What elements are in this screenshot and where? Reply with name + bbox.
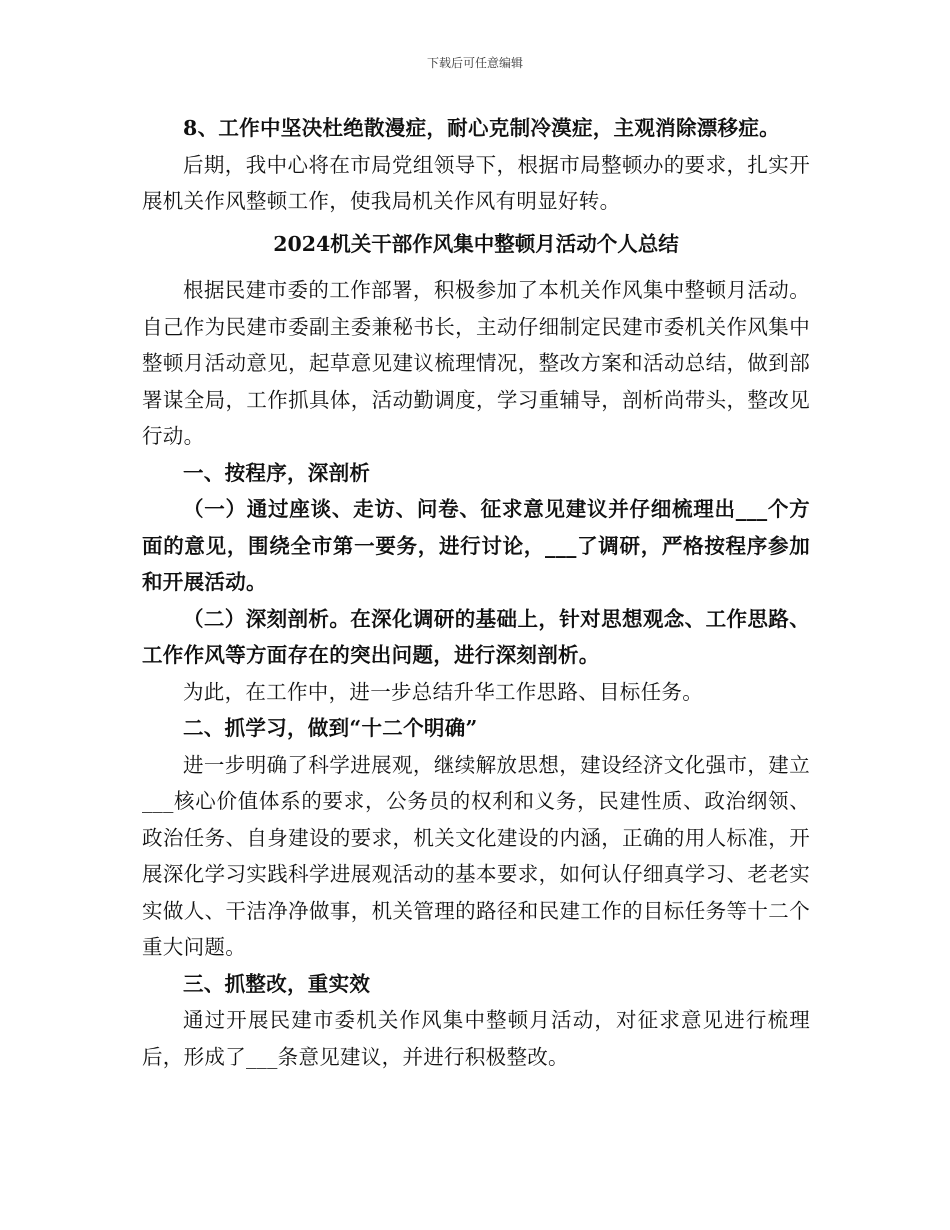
section-heading-1: 一、按程序，深剖析 <box>183 460 371 485</box>
paragraph-1-3: 为此，在工作中，进一步总结升华工作思路、目标任务。 <box>183 679 703 704</box>
paragraph-1-1: （一）通过座谈、走访、问卷、征求意见建议并仔细梳理出___个方面的意见，围绕全市第一要务，进行讨论，___了调研，严格按程序参加和开展活动。 <box>142 497 810 594</box>
document-body <box>142 110 810 1075</box>
paragraph-2: 进一步明确了科学进展观，继续解放思想，建设经济文化强市，建立___核心价值体系的要求，公务员的权利和义务，民建性质、政治纲领、政治任务、自身建设的要求，机关文化建设的内涵，正确的用人标准，开展深化学习实践科学进展观活动的基本要求，如何认仔细真学习、老老实实做人、干洁净净做事，机关管理的路径和民建工作的目标任务等十二个重大问题。 <box>142 752 810 959</box>
paragraph-intro: 根据民建市委的工作部署，积极参加了本机关作风集中整顿月活动。自己作为民建市委副主委兼秘书长，主动仔细制定民建市委机关作风集中整顿月活动意见，起草意见建议梳理情况，整改方案和活动总结，做到部署谋全局，工作抓具体，活动勤调度，学习重辅导，剖析尚带头，整改见行动。 <box>142 278 810 448</box>
section-heading-2: 二、抓学习，做到“十二个明确” <box>183 716 478 740</box>
document-title: 2024机关干部作风集中整顿月活动个人总结 <box>273 231 679 256</box>
paragraph-1-2: （二）深刻剖析。在深化调研的基础上，针对思想观念、工作思路、工作作风等方面存在的突出问题，进行深刻剖析。 <box>142 606 810 667</box>
section-heading-3: 三、抓整改，重实效 <box>183 971 371 996</box>
paragraph-item-8: 8、工作中坚决杜绝散漫症，耐心克制冷漠症，主观消除漂移症。 <box>183 116 780 140</box>
page-header: 下载后可任意编辑 <box>426 56 523 70</box>
paragraph-3: 通过开展民建市委机关作风集中整顿月活动，对征求意见进行梳理后，形成了___条意见建议，并进行积极整改。 <box>142 1008 810 1069</box>
paragraph-followup: 后期，我中心将在市局党组领导下，根据市局整顿办的要求，扎实开展机关作风整顿工作，使我局机关作风有明显好转。 <box>142 152 810 213</box>
